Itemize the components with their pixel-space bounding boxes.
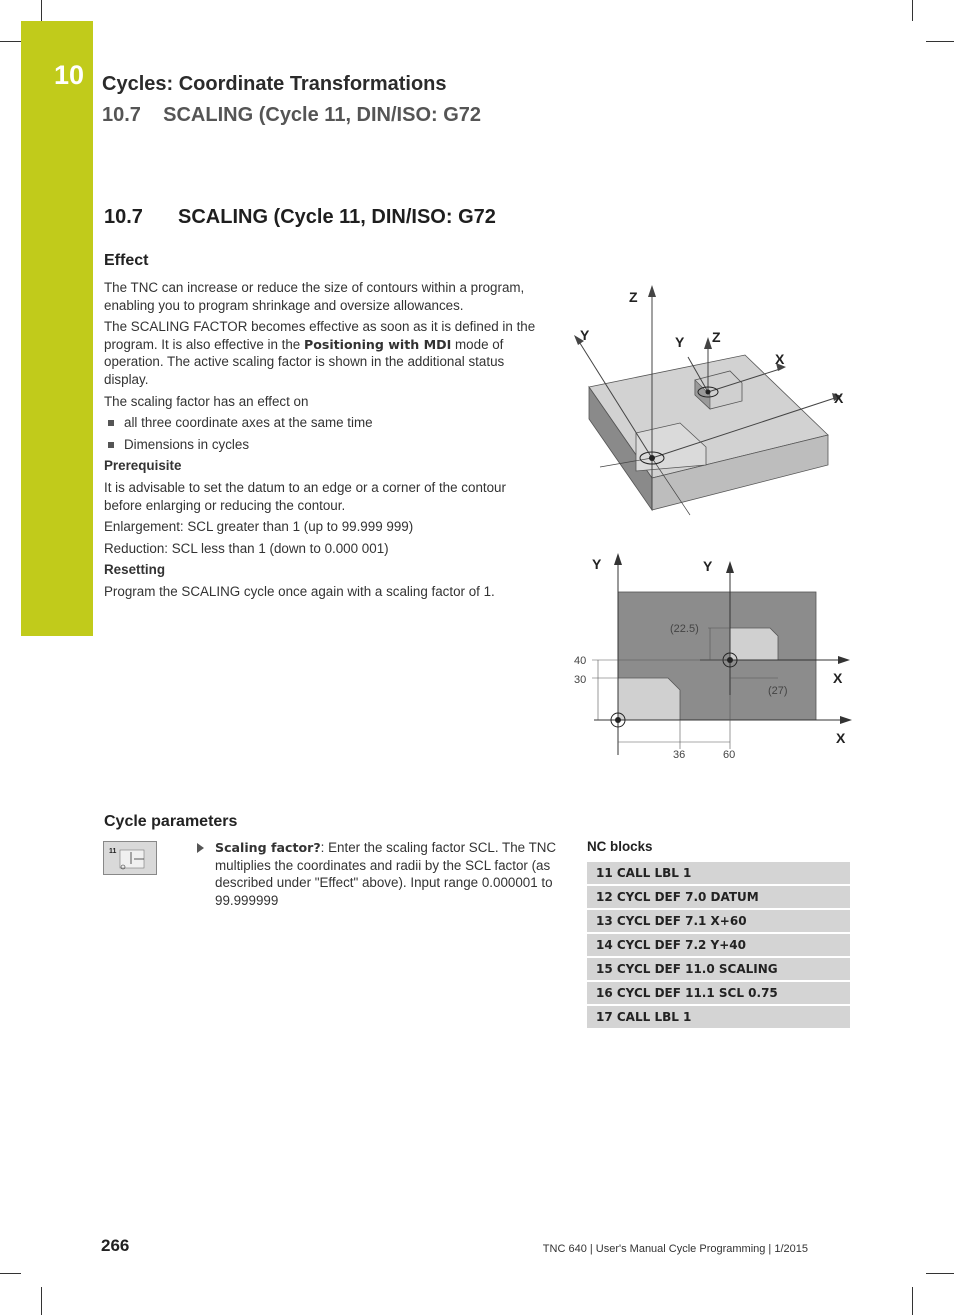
scaling-figure — [560, 275, 860, 775]
nc-block-row: 13 CYCL DEF 7.1 X+60 — [587, 910, 850, 932]
axis-label-y: Y — [703, 558, 713, 574]
crop-mark — [912, 1287, 913, 1315]
nc-blocks-heading: NC blocks — [587, 839, 653, 854]
section-heading — [104, 206, 496, 229]
nc-block-row: 17 CALL LBL 1 — [587, 1006, 850, 1028]
parameter-description: : Enter the scaling factor SCL. The TNC multiplies the coordinates and radii by the SCL factor (as described under "Effect" above). Input range 0.000001 to 99.999999 — [215, 840, 557, 908]
list-item: Dimensions in cycles — [104, 436, 536, 454]
effect-body — [104, 279, 536, 605]
parameter-scaling-factor — [197, 839, 557, 909]
footer-text: TNC 640 | User's Manual Cycle Programming | 1/2015 — [542, 1243, 808, 1255]
axis-label-x: X — [775, 351, 785, 367]
axis-label-y: Y — [580, 327, 590, 343]
nc-block-row: 16 CYCL DEF 11.1 SCL 0.75 — [587, 982, 850, 1004]
crop-mark — [41, 0, 42, 21]
chapter-number: 10 — [54, 60, 85, 90]
reduction-text: Reduction: SCL less than 1 (down to 0.000 001) — [104, 540, 389, 556]
axis-label-x: X — [834, 390, 844, 406]
axis-label-y: Y — [592, 556, 602, 572]
dimension-label: (27) — [768, 685, 788, 697]
dimension-label: 40 — [574, 655, 587, 667]
effect-paragraph: The scaling factor has an effect on — [104, 393, 309, 409]
crop-mark — [912, 0, 913, 21]
cycle-parameters-heading: Cycle parameters — [104, 813, 238, 830]
section-number: 10.7 — [104, 206, 143, 228]
section-reference: 10.7 SCALING (Cycle 11, DIN/ISO: G72 — [102, 104, 482, 126]
resetting-heading: Resetting — [104, 562, 166, 578]
page-number: 266 — [101, 1236, 130, 1255]
dimension-label: (22.5) — [670, 623, 699, 635]
chapter-sidebar — [21, 21, 93, 636]
parameter-name: Scaling factor? — [215, 840, 321, 855]
prerequisite-text: It is advisable to set the datum to an edge or a corner of the contour before enlarging or reducing the contour. — [104, 479, 506, 513]
effect-list — [104, 414, 536, 453]
nc-blocks-table — [587, 862, 850, 1030]
crop-mark — [0, 41, 21, 42]
plan-view — [574, 553, 852, 761]
axis-label-y: Y — [675, 334, 685, 350]
axis-label-x: X — [836, 730, 846, 746]
prerequisite-heading: Prerequisite — [104, 458, 182, 474]
cycle-11-icon — [103, 841, 157, 875]
nc-block-row: 15 CYCL DEF 11.0 SCALING — [587, 958, 850, 980]
crop-mark — [926, 1273, 954, 1274]
crop-mark — [41, 1287, 42, 1315]
section-title: SCALING (Cycle 11, DIN/ISO: G72 — [178, 206, 496, 228]
resetting-text: Program the SCALING cycle once again with a scaling factor of 1. — [104, 583, 495, 599]
cycle-number-label: 11 — [109, 848, 117, 855]
triangle-bullet-icon — [197, 843, 204, 853]
chapter-title: Cycles: Coordinate Transformations — [102, 73, 447, 95]
list-item: all three coordinate axes at the same time — [104, 414, 536, 432]
bullet-icon — [108, 420, 114, 426]
nc-block-row: 11 CALL LBL 1 — [587, 862, 850, 884]
effect-paragraph: The SCALING FACTOR becomes effective as soon as it is defined in the program. It is also effective in the Positioning with MDI mode of operation. The active scaling factor is shown in the additional status display. — [104, 319, 536, 387]
effect-paragraph: The TNC can increase or reduce the size of contours within a program, enabling you to program shrinkage and oversize allowances. — [104, 280, 525, 313]
isometric-view — [574, 285, 844, 515]
axis-label-z: Z — [629, 289, 638, 305]
dimension-label: 30 — [574, 674, 587, 686]
dimension-label: 60 — [723, 749, 736, 761]
nc-block-row: 12 CYCL DEF 7.0 DATUM — [587, 886, 850, 908]
axis-label-x: X — [833, 670, 843, 686]
bullet-icon — [108, 442, 114, 448]
crop-mark — [926, 41, 954, 42]
axis-label-z: Z — [712, 329, 721, 345]
enlargement-text: Enlargement: SCL greater than 1 (up to 99.999 999) — [104, 519, 414, 535]
crop-mark — [0, 1273, 21, 1274]
effect-heading: Effect — [104, 252, 149, 269]
dimension-label: 36 — [673, 749, 686, 761]
mode-name: Positioning with MDI — [303, 336, 452, 352]
nc-block-row: 14 CYCL DEF 7.2 Y+40 — [587, 934, 850, 956]
